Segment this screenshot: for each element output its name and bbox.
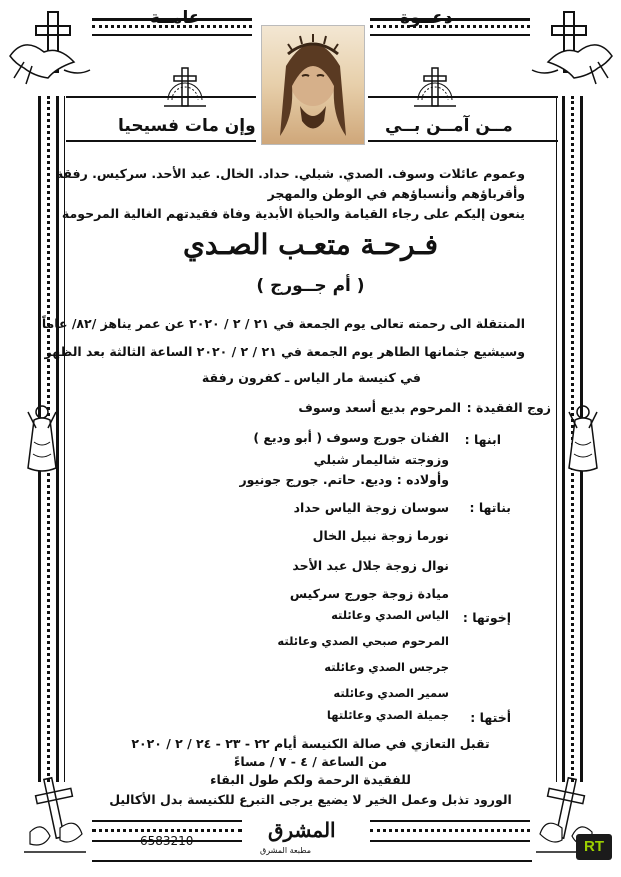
bottom-dotted-left: [92, 829, 242, 832]
condolence-flowers-note: الورود تذبل وعمل الخير لا يضيع يرجى التبرع للكنيسة بدل الأكاليل: [109, 792, 512, 807]
daughters-label: بناتها :: [469, 500, 511, 515]
header-general: عامــة: [150, 8, 201, 28]
daughter-line-4: ميادة زوجة جورج سركيس: [289, 586, 449, 601]
intro-relatives: وأقرباؤهم وأنسباؤهم في الوطن والمهجر: [267, 186, 525, 201]
detail-passed-away: المنتقلة الى رحمته تعالى يوم الجمعة في ٢١ / ٢ / ٢٠٢٠ عن عمر يناهز /٨٢/ عاماً: [41, 316, 525, 331]
verse-box-bottom-left: [66, 140, 256, 142]
top-line-right-2: [370, 34, 530, 36]
verse-box-bottom-right: [368, 140, 558, 142]
phone-number: 6583210: [140, 834, 194, 848]
husband-name: المرحوم بديع أسعد وسوف: [298, 400, 461, 415]
frame-left-line-3: [64, 96, 65, 782]
dove-cross-icon-right: [526, 6, 618, 96]
son-label: ابنها :: [464, 432, 501, 447]
daughter-line-1: سوسان زوجة الياس حداد: [293, 500, 449, 515]
radiant-cross-icon-left: [160, 60, 210, 110]
deceased-name: فـرحـة متعـب الصـدي: [182, 228, 439, 261]
lily-cross-icon-left: [20, 770, 90, 856]
brother-line-1: الياس الصدي وعائلته: [331, 608, 449, 622]
bottom-line-right-2: [370, 840, 530, 842]
condolence-wish: للفقيدة الرحمة ولكم طول البقاء: [210, 772, 411, 787]
verse-believer: مــن آمــن بــي: [385, 116, 513, 136]
brothers-label: إخوتها :: [462, 610, 511, 625]
bottom-line-right: [370, 820, 530, 822]
detail-funeral: وسيشيع جثمانها الطاهر يوم الجمعة في ٢١ / ٢ / ٢٠٢٠ الساعة الثالثة بعد الظهر: [44, 344, 525, 359]
brother-line-2: المرحوم صبحي الصدي وعائلته: [277, 634, 449, 648]
daughter-line-2: نورما زوجة نبيل الخال: [312, 528, 449, 543]
christ-portrait-image: [261, 25, 365, 145]
verse-will-live: وإن مات فسيحيا: [118, 116, 256, 136]
bottom-line-left: [92, 820, 242, 822]
bottom-line-base: [92, 860, 532, 862]
son-line-2: وزوجته شاليمار شبلي: [313, 452, 449, 467]
brother-line-4: سمير الصدي وعائلته: [333, 686, 449, 700]
detail-church: في كنيسة مار الياس ـ كفرون رفقة: [201, 370, 421, 385]
printer-logo: المشرق: [268, 818, 336, 842]
verse-box-top-right: [368, 96, 558, 98]
son-line-1: الفنان جورج وسوف ( أبو وديع ): [253, 430, 449, 445]
deceased-nickname: ( أم جــورج ): [256, 276, 365, 296]
radiant-cross-icon-right: [410, 60, 460, 110]
sister-label: أختها :: [470, 710, 511, 725]
printer-subtitle: مطبعة المشرق: [260, 846, 311, 855]
rt-watermark-text: RT: [584, 838, 604, 855]
header-invitation: دعــوة: [400, 8, 453, 28]
dove-cross-icon-left: [4, 6, 96, 96]
intro-families: وعموم عائلات وسوف. الصدي. شبلي. حداد. الخال. عبد الأحد. سركيس. رفقة: [55, 166, 525, 181]
frame-right-line-3: [556, 96, 557, 782]
condolence-days: تقبل التعازي في صالة الكنيسة أيام ٢٢ - ٢٣ - ٢٤ / ٢ / ٢٠٢٠: [131, 736, 490, 751]
rt-watermark: [576, 834, 612, 860]
condolence-hours: من الساعة / ٤ - ٧ / مساءً: [233, 754, 388, 769]
praying-figure-icon-right: [563, 402, 603, 476]
intro-announcement: ينعون إليكم على رجاء القيامة والحياة الأبدية وفاة فقيدتهم الغالية المرحومة: [61, 206, 525, 221]
top-line-left-2: [92, 34, 252, 36]
brother-line-3: جرجس الصدي وعائلته: [324, 660, 449, 674]
bottom-dotted-right: [370, 829, 530, 832]
daughter-line-3: نوال زوجة جلال عبد الأحد: [292, 558, 449, 573]
son-line-3: وأولاده : وديع. حاتم. جورج جونيور: [239, 472, 449, 487]
husband-label: زوج الفقيدة :: [466, 400, 551, 415]
sister-name: جميلة الصدي وعائلتها: [326, 708, 449, 722]
praying-figure-icon-left: [22, 402, 62, 476]
